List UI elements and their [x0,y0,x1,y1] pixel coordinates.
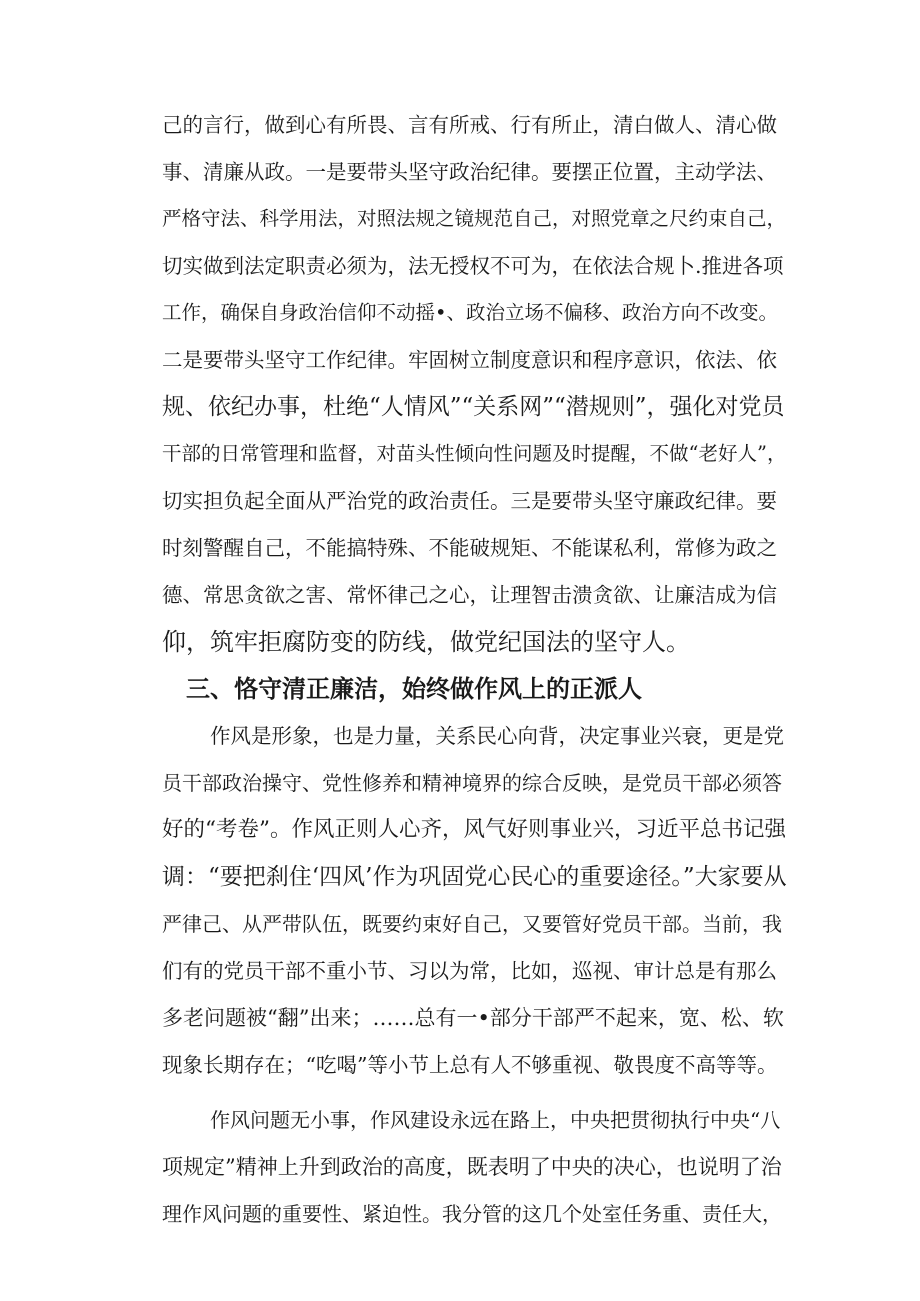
line-text: 切实做到法定职责必须为，法无授权不可为，在依法合规卜.推进各项 [162,254,784,278]
text-line [0,998,920,1038]
text-line [0,1194,920,1234]
line-text: 规、依纪办事，杜绝“人情风”“关系网”“潜规则”，强化对党员 [162,394,785,420]
line-text: 多老问题被“翻”出来；……总有一•部分干部严不起来，宽、松、软 [162,1006,784,1030]
text-line [0,857,920,897]
text-line [0,1045,920,1085]
line-text: 切实担负起全面从严治党的政治责任。三是要带头坚守廉政纪律。要 [162,489,777,513]
text-line [0,810,920,850]
line-text: 们有的党员干部不重小节、习以为常，比如，巡视、审计总是有那么 [162,959,777,983]
section-heading-text: 三、恪守清正廉洁，始终做作风上的正派人 [186,674,642,703]
text-line [0,105,920,145]
text-line [0,387,920,427]
line-text: 作风问题无小事，作风建设永远在路上，中央把贯彻执行中央“八 [210,1108,781,1132]
text-line [0,434,920,474]
line-text: 二是要带头坚守工作纪律。牢固树立制度意识和程序意识，依法、依 [162,348,777,372]
line-text: 干部的日常管理和监督，对苗头性倾向性问题及时提醒，不做“老好人”， [162,442,787,465]
line-text: 作风是形象，也是力量，关系民心向背，决定事业兴衰，更是党 [210,724,784,748]
line-text: 严格守法、科学用法，对照法规之镜规范自己，对照党章之尺约束自己， [162,207,787,230]
text-line [0,1147,920,1187]
text-line [0,622,920,662]
line-text: 事、清廉从政。一是要带头坚守政治纪律。要摆正位置，主动学法、 [162,160,777,184]
line-text: 调：“要把刹住‘四风’作为巩固党心民心的重要途径。”大家要从 [162,864,787,890]
text-line [0,575,920,615]
line-text: 项规定”精神上升到政治的高度，既表明了中央的决心，也说明了治 [162,1155,782,1179]
text-line [0,951,920,991]
line-text: 己的言行，做到心有所畏、言有所戒、行有所止，清白做人、清心做 [162,113,777,137]
line-text: 严律己、从严带队伍，既要约束好自己，又要管好党员干部。当前，我 [162,912,782,936]
line-text: 好的“考卷”。作风正则人心齐，风气好则事业兴，习近平总书记强 [162,817,786,842]
text-line [0,904,920,944]
section-heading [0,669,920,709]
line-text: 员干部政治操守、党性修养和精神境界的综合反映，是党员干部必须答 [162,771,782,795]
text-line [0,293,920,333]
text-line [0,716,920,756]
line-text: 仰，筑牢拒腐防变的防线，做党纪国法的坚守人。 [162,628,690,656]
text-line [0,152,920,192]
text-line [0,1100,920,1140]
line-text: 工作，确保自身政治信仰不动摇•、政治立场不偏移、政治方向不改变。 [162,301,779,324]
line-text: 理作风问题的重要性、紧迫性。我分管的这几个处室任务重、责任大， [162,1202,782,1226]
line-text: 德、常思贪欲之害、常怀律己之心，让理智击溃贪欲、让廉洁成为信 [162,583,777,607]
text-line [0,528,920,568]
text-line [0,481,920,521]
text-line [0,199,920,239]
text-line [0,340,920,380]
text-line [0,246,920,286]
text-line [0,763,920,803]
line-text: 现象长期存在；“吃喝”等小节上总有人不够重视、敬畏度不高等等。 [162,1053,778,1077]
line-text: 时刻警醒自己，不能搞特殊、不能破规矩、不能谋私利，常修为政之 [162,536,777,560]
